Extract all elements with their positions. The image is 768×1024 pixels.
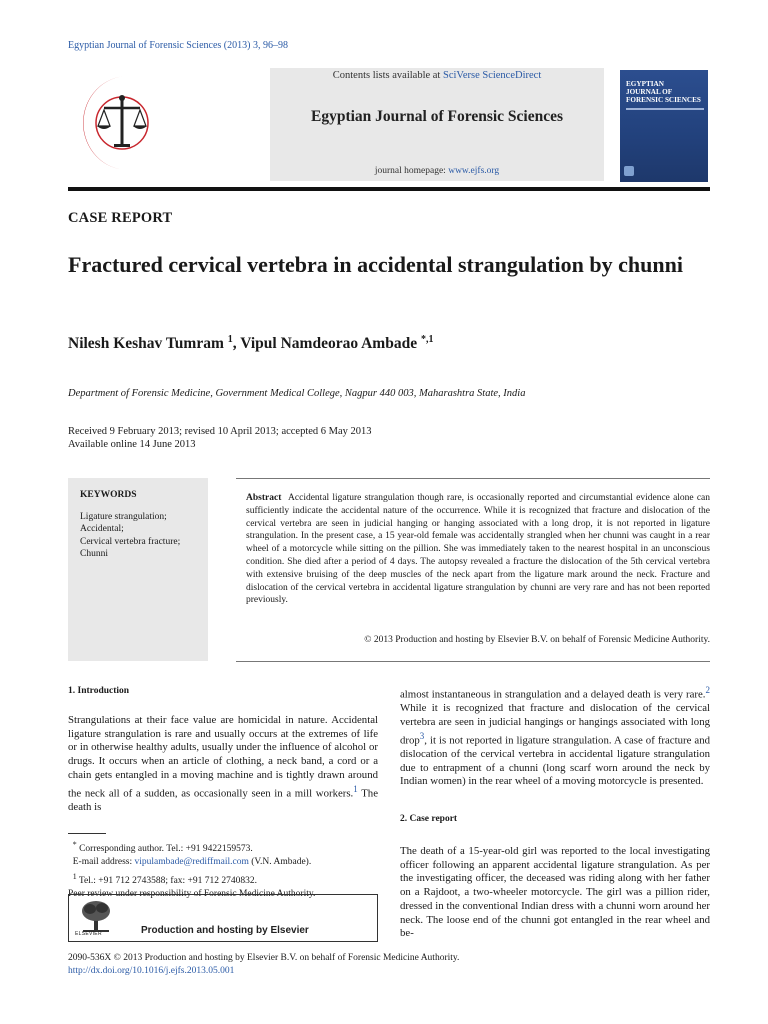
- journal-homepage: journal homepage: www.ejfs.org: [374, 166, 500, 176]
- cover-stripe: [626, 108, 704, 110]
- footnote-email: E-mail address: vipulambade@rediffmail.com (V.N. Ambade).: [72, 857, 312, 868]
- keywords-list: [80, 511, 180, 560]
- issn-copyright: 2090-536X © 2013 Production and hosting by Elsevier B.V. on behalf of Forensic Medicine Authority.: [68, 953, 460, 963]
- journal-logo: [68, 68, 164, 178]
- footnote-corresponding: * Corresponding author. Tel.: +91 9422159573.: [72, 840, 253, 855]
- journal-cover-thumbnail: [620, 70, 708, 182]
- cover-title: EGYPTIAN JOURNAL OF FORENSIC SCIENCES: [626, 80, 701, 104]
- homepage-link[interactable]: www.ejfs.org: [448, 166, 500, 176]
- abstract-label: Abstract: [246, 493, 282, 503]
- section-heading-introduction: 1. Introduction: [68, 686, 130, 696]
- page-footer: [68, 952, 459, 978]
- ref-1-link[interactable]: 1: [353, 783, 358, 794]
- footnote-peer-review: Peer review under responsibility of Forensic Medicine Authority.: [68, 889, 316, 900]
- affiliation: Department of Forensic Medicine, Government Medical College, Nagpur 440 003, Maharashtra State, India: [68, 388, 526, 399]
- abstract: [246, 492, 710, 607]
- footnote-tel: $^1$ Tel.: +91 712 2743588; fax: +91 712 2740832.: [72, 871, 258, 886]
- keyword-item: Chunni: [80, 548, 108, 559]
- abstract-rule-top: [236, 478, 710, 479]
- author-1: Nilesh Keshav Tumram: [68, 335, 224, 353]
- footnotes: [68, 838, 388, 902]
- ref-2-link[interactable]: 2: [705, 685, 710, 695]
- footnote-rule: [68, 833, 106, 834]
- abstract-text: Accidental ligature strangulation though rare, is occasionally reported and circumstantial evidence alone can sufficiently indicate the accidental nature of the occurrence. While it is recognized that fracture and dislocation of the cervical vertebra are seen in judicial hanging or hanging associated with a long drop, it is not reported in ligature strangulation. In the present case, a 15 year-old female was accidentally strangled when her chunni was caught in a rear wheel of a motorcycle while sitting on the pillion. She was immediately taken to the nearest hospital in an unconscious condition. She died after a period of 4 days. The autopsy revealed a fracture the dislocation of the 5th cervical vertebra with extensive bruising of the deep muscles of the neck apart from the ligature mark around the neck. Fracture and dislocation of the cervical vertebra in accidental ligature strangulation by chunni are very rare and has not been reported previously.: [246, 493, 711, 606]
- article-title: Fractured cervical vertebra in accidental strangulation by chunni: [68, 252, 683, 277]
- masthead: [68, 68, 710, 188]
- abstract-rule-bottom: [236, 661, 710, 662]
- introduction-paragraph-continued: almost instantaneous in strangulation and a delayed death is very rare.$^2$ While it is recognized that fracture and dislocation of the cervical vertebra are seen in judicial hangings or hangings associated with long drop$^3$, it is not reported in ligature strangulation. A case of fracture and dislocation of the cervical vertebra in accidental ligature strangulation due to entrapment of a chunni (long scarf worn around the neck by Indian women) in the rear wheel of a moving motorcycle is presented.: [400, 685, 710, 788]
- elsevier-wordmark: ELSEVIER: [75, 931, 102, 937]
- author-2-affil-mark[interactable]: *,1: [420, 334, 434, 345]
- cover-publisher-mark: [624, 166, 634, 176]
- masthead-banner: [270, 68, 604, 181]
- article-dates: Received 9 February 2013; revised 10 April 2013; accepted 6 May 2013 Available online 14 June 2013: [68, 426, 372, 450]
- ref-3-link[interactable]: 3: [419, 730, 425, 741]
- introduction-paragraph: Strangulations at their face value are homicidal in nature. Accidental ligature strangulation is rare and usually occurs at the extremes of life or in otherwise healthy adults, usually under the influence of alcohol or drugs. It occurs when an article of clothing, a neck band, a cord or a chain gets entangled in a moving machine and is tightly drawn around the neck all of a sudden, as occasionally seen in a mill workers.$^1$ The death is: [68, 714, 378, 813]
- author-2: Vipul Namdeorao Ambade: [240, 335, 418, 353]
- keywords-box: [68, 478, 208, 661]
- abstract-copyright: © 2013 Production and hosting by Elsevier B.V. on behalf of Forensic Medicine Authority.: [364, 635, 710, 645]
- doi-link[interactable]: http://dx.doi.org/10.1016/j.ejfs.2013.05.001: [68, 966, 235, 976]
- publisher-box: [68, 894, 378, 942]
- keyword-item: Accidental;: [80, 524, 124, 535]
- keyword-item: Cervical vertebra fracture;: [80, 536, 181, 547]
- journal-title: Egyptian Journal of Forensic Sciences: [310, 108, 564, 125]
- keyword-item: Ligature strangulation;: [80, 512, 167, 522]
- case-report-paragraph: The death of a 15-year-old girl was reported to the local investigating officer following an apparent accidental ligature strangulation. As per the investigating officer, the deceased was riding along with her father on a Rajdoot, a two-wheeler motorcycle. The girl was a pillion rider, dressed in the conventional Indian dress with a chunni worn around her neck. The loose end of the chunni got entangled in the rear wheel and be-: [400, 845, 710, 940]
- keywords-heading: KEYWORDS: [80, 490, 137, 500]
- publisher-label: Production and hosting by Elsevier: [141, 925, 309, 936]
- running-head: Egyptian Journal of Forensic Sciences (2013) 3, 96–98: [68, 40, 288, 51]
- author-1-affil-mark[interactable]: 1: [227, 334, 233, 345]
- section-heading-case-report: 2. Case report: [400, 814, 458, 824]
- contents-line: Contents lists available at SciVerse ScienceDirect: [332, 70, 542, 81]
- sciencedirect-link[interactable]: SciVerse ScienceDirect: [442, 70, 542, 81]
- article-type: CASE REPORT: [68, 210, 173, 226]
- author-list: Nilesh Keshav Tumram $^1$, Vipul Namdeorao Ambade $^{*,1}$: [68, 334, 434, 353]
- masthead-rule: [68, 187, 710, 191]
- email-link[interactable]: vipulambade@rediffmail.com: [134, 857, 249, 868]
